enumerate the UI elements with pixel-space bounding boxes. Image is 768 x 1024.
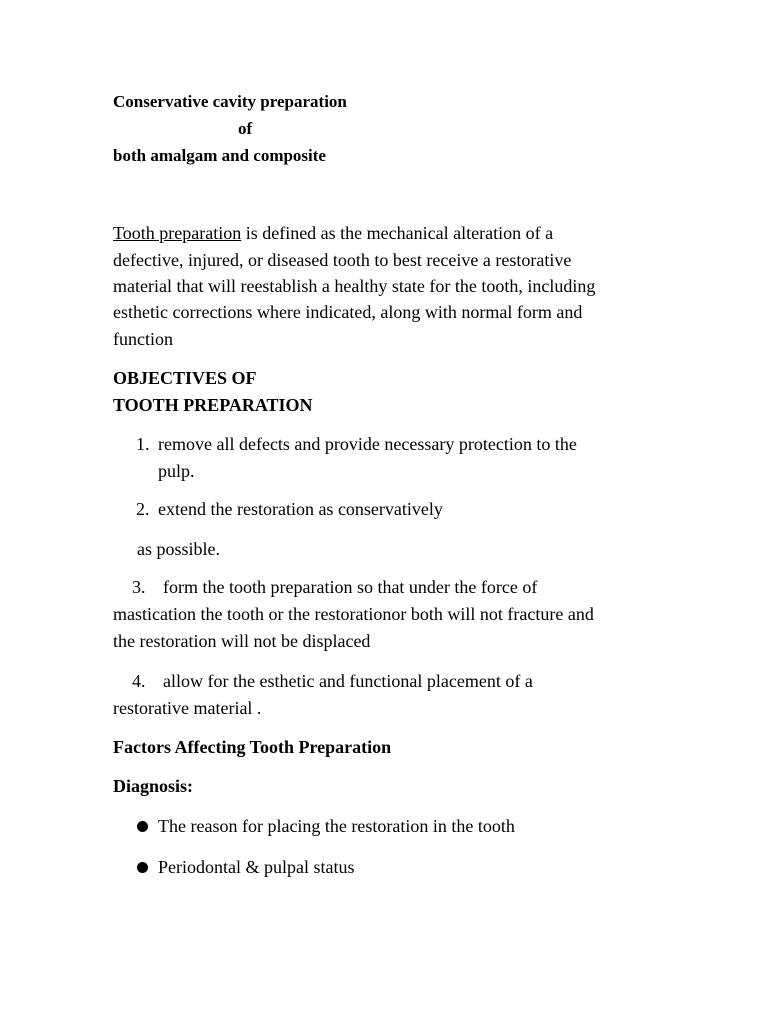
tooth-preparation-term: Tooth preparation (113, 223, 242, 243)
intro-line-1 (113, 223, 553, 244)
bullet-dot-icon (137, 862, 148, 873)
objective-4-number: 4. (132, 671, 146, 691)
objective-1-line-1: remove all defects and provide necessary protection to the (158, 434, 577, 454)
objective-1-number: 1. (136, 434, 150, 454)
objective-2-number: 2. (136, 499, 150, 519)
bullet-dot-icon (137, 821, 148, 832)
objective-2-line-2: as possible. (137, 539, 220, 559)
objective-3-line-3: the restoration will not be displaced (113, 631, 371, 651)
objectives-heading-line-1: OBJECTIVES OF (113, 368, 257, 388)
objective-3-line-1: form the tooth preparation so that under the force of (163, 577, 538, 597)
title-line-3: both amalgam and composite (113, 146, 326, 165)
objective-4-line-2: restorative material . (113, 698, 262, 718)
intro-line-3: material that will reestablish a healthy state for the tooth, including (113, 276, 596, 296)
title-line-2: of (238, 119, 253, 138)
intro-line-4: esthetic corrections where indicated, along with normal form and (113, 302, 583, 322)
title-line-1: Conservative cavity preparation (113, 92, 347, 111)
diagnosis-bullet-2: Periodontal & pulpal status (158, 857, 355, 877)
objective-3-line-2: mastication the tooth or the restorationor both will not fracture and (113, 604, 594, 624)
intro-line-1-rest: is defined as the mechanical alteration of a (241, 223, 554, 243)
objective-4-line-1: allow for the esthetic and functional placement of a (163, 671, 533, 691)
diagnosis-subheading: Diagnosis: (113, 776, 194, 796)
objectives-heading-line-2: TOOTH PREPARATION (113, 395, 313, 415)
intro-line-2: defective, injured, or diseased tooth to best receive a restorative (113, 250, 572, 270)
objective-2-line-1: extend the restoration as conservatively (158, 499, 443, 519)
factors-heading: Factors Affecting Tooth Preparation (113, 737, 392, 757)
diagnosis-bullet-1: The reason for placing the restoration in the tooth (158, 816, 515, 836)
objective-1-line-2: pulp. (158, 461, 195, 481)
intro-line-5: function (113, 329, 173, 349)
objective-3-number: 3. (132, 577, 146, 597)
